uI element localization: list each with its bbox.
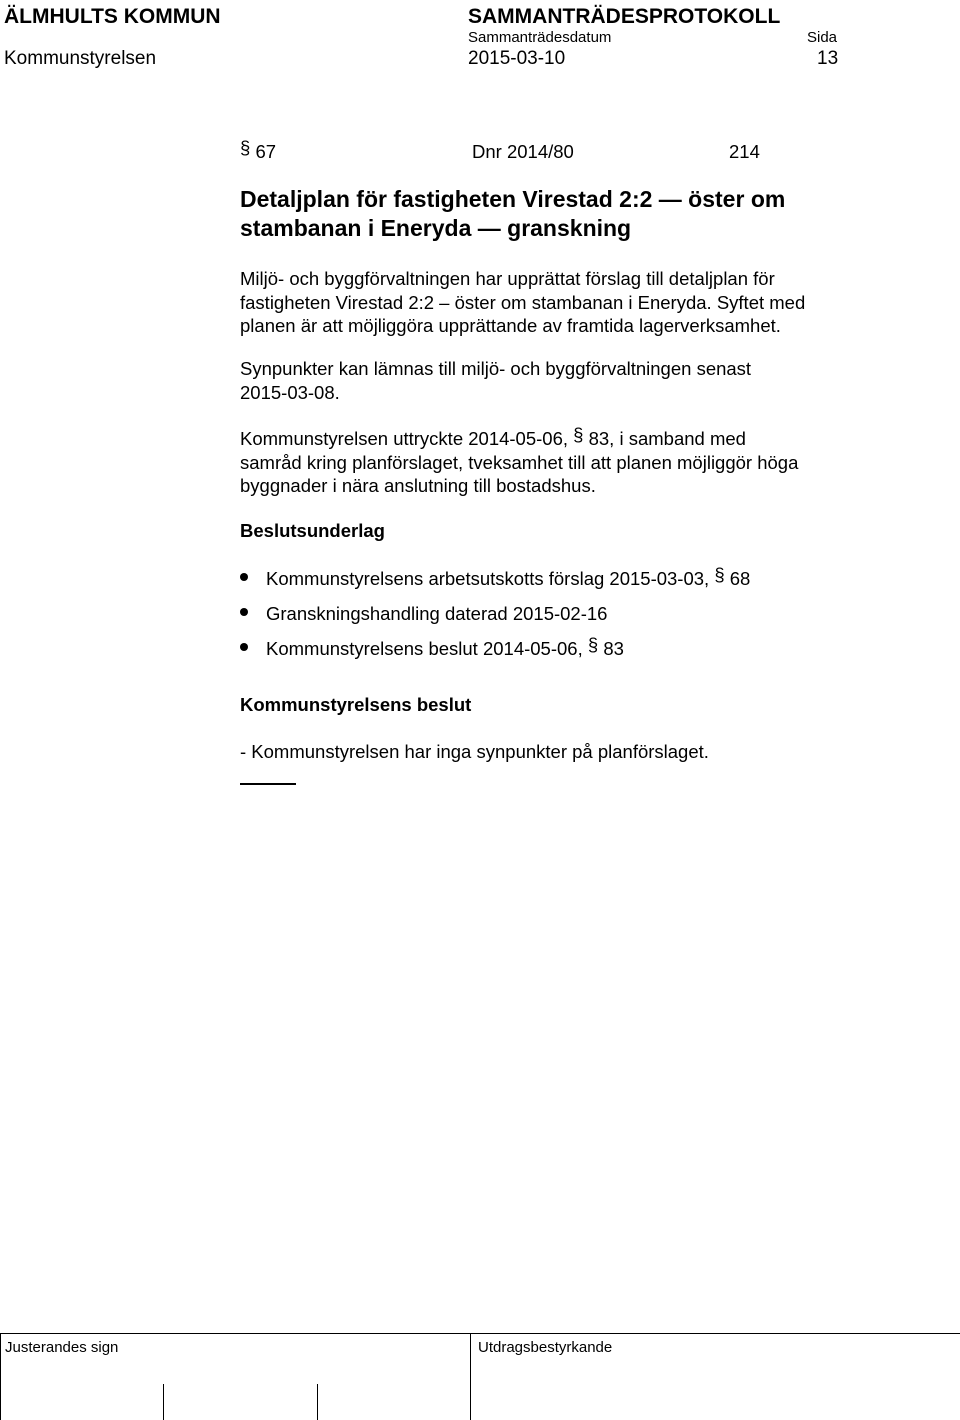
item-title-line-1: Detaljplan för fastigheten Virestad 2:2 — öster om bbox=[240, 186, 786, 212]
bullet-icon bbox=[240, 643, 248, 651]
item-paragraph-number bbox=[240, 137, 277, 163]
footer-border-left bbox=[0, 1334, 1, 1420]
page-label: Sida bbox=[807, 29, 838, 46]
list-item-reference: 83 bbox=[603, 638, 624, 659]
item-number: 67 bbox=[255, 141, 277, 162]
municipality-name: ÄLMHULTS KOMMUN bbox=[4, 5, 221, 28]
committee-name: Kommunstyrelsen bbox=[4, 48, 157, 69]
bullet-icon bbox=[240, 573, 248, 581]
list-item-text bbox=[266, 564, 751, 590]
list-item-text bbox=[266, 602, 607, 625]
paragraph-line bbox=[240, 424, 880, 451]
section-symbol: § bbox=[587, 634, 599, 655]
paragraph-line: fastigheten Virestad 2:2 – öster om stambanan i Eneryda. Syftet med bbox=[240, 291, 806, 313]
section-symbol: § bbox=[573, 424, 584, 445]
signature-box-divider bbox=[317, 1384, 318, 1420]
paragraph-background bbox=[240, 267, 880, 338]
page-number: 13 bbox=[817, 48, 839, 69]
paragraph-line: planen är att möjliggöra upprättande av framtida lagerverksamhet. bbox=[240, 315, 781, 336]
footer-divider bbox=[0, 1333, 960, 1334]
list-item-label: Granskningshandling daterad 2015-02-16 bbox=[266, 603, 608, 624]
paragraph-line: 2015-03-08. bbox=[240, 381, 340, 403]
decision-heading: Kommunstyrelsens beslut bbox=[240, 694, 472, 715]
item-title bbox=[240, 185, 900, 243]
paragraph-line: Synpunkter kan lämnas till miljö- och byggförvaltningen senast bbox=[240, 358, 752, 379]
signature-label: Justerandes sign bbox=[5, 1339, 119, 1356]
decision-text: - Kommunstyrelsen har inga synpunkter på planförslaget. bbox=[240, 741, 709, 762]
paragraph-text: Kommunstyrelsen uttryckte 2014-05-06, bbox=[240, 428, 569, 449]
diary-number: Dnr 2014/80 bbox=[472, 141, 574, 162]
extract-certification-label: Utdragsbestyrkande bbox=[478, 1339, 613, 1356]
basis-heading: Beslutsunderlag bbox=[240, 520, 385, 541]
list-item-reference: 68 bbox=[729, 568, 751, 589]
paragraph-line: Miljö- och byggförvaltningen har upprättat förslag till detaljplan för bbox=[240, 268, 775, 289]
document-type: SAMMANTRÄDESPROTOKOLL bbox=[468, 5, 781, 28]
meeting-date: 2015-03-10 bbox=[468, 48, 566, 69]
meeting-date-label: Sammanträdesdatum bbox=[468, 29, 612, 46]
paragraph-line: byggnader i nära anslutning till bostadshus. bbox=[240, 475, 596, 496]
bullet-icon bbox=[240, 608, 248, 616]
end-of-item-rule bbox=[240, 783, 296, 785]
paragraph-text: 83, i samband med bbox=[588, 428, 746, 449]
signature-box-divider bbox=[163, 1384, 164, 1420]
paragraph-previous-decision bbox=[240, 424, 880, 498]
section-symbol: § bbox=[714, 564, 725, 585]
footer-column-divider bbox=[470, 1334, 471, 1420]
list-item-label: Kommunstyrelsens beslut 2014-05-06, bbox=[266, 638, 583, 659]
list-item-label: Kommunstyrelsens arbetsutskotts förslag 2015-03-03, bbox=[266, 568, 710, 589]
classification-code: 214 bbox=[729, 141, 760, 162]
section-symbol: § bbox=[240, 137, 251, 158]
list-item-text bbox=[266, 634, 624, 660]
item-title-line-2: stambanan i Eneryda — granskning bbox=[240, 215, 632, 241]
paragraph-comments bbox=[240, 357, 880, 404]
paragraph-line: samråd kring planförslaget, tveksamhet till att planen möjliggör höga bbox=[240, 451, 799, 473]
